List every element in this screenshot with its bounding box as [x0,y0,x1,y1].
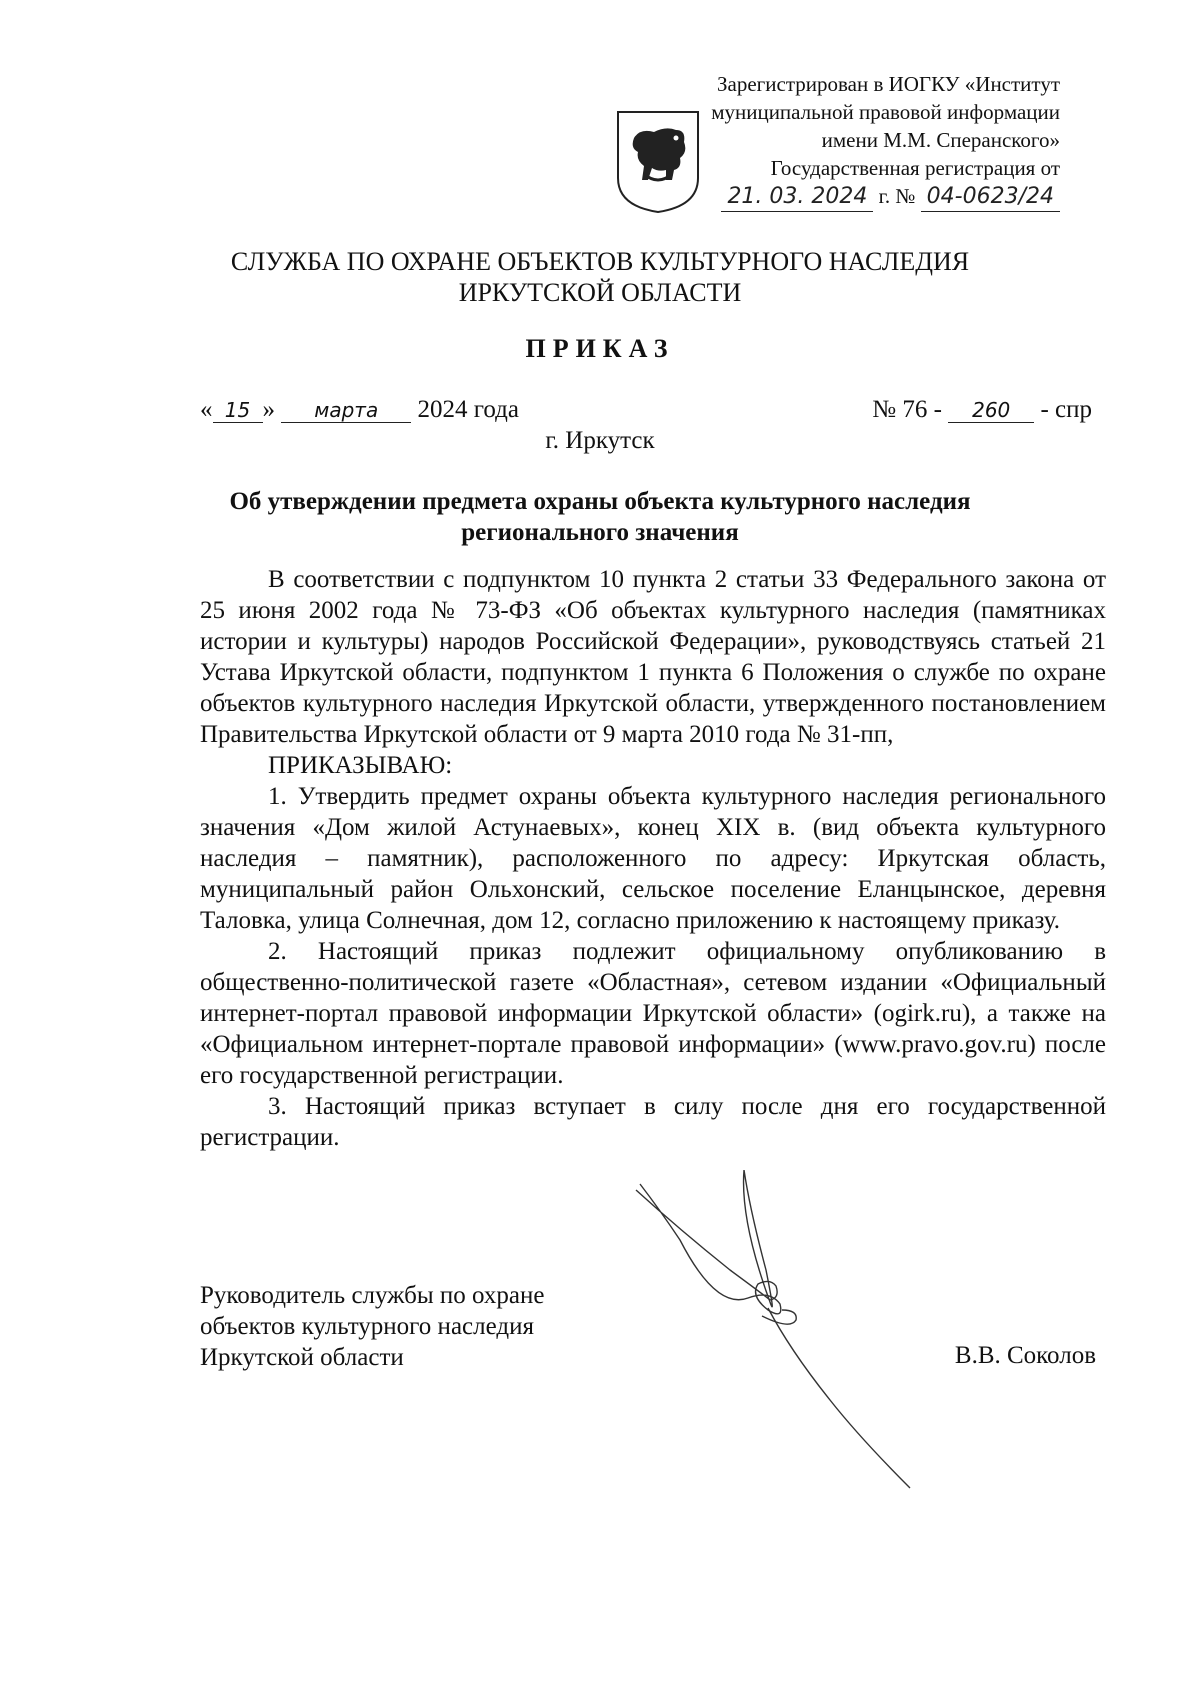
registration-line-1: Зарегистрирован в ИОГКУ «Институт [716,72,1060,96]
order-title: ПРИКАЗ [525,334,675,363]
date-close-quote: » [262,396,275,423]
date-open-quote: « [200,396,213,423]
order-subject [200,486,1000,548]
order-body [200,564,1106,1153]
date-day: 15 [213,398,263,423]
order-city: г. Иркутск [545,427,655,454]
signatory-title-line-2: объектов культурного наследия [200,1313,534,1340]
handwritten-signature [620,1170,920,1490]
irkutsk-coat-of-arms-icon [614,108,702,214]
registration-line-2: муниципальной правовой информации [711,100,1060,124]
signatory-name: В.В. Соколов [954,1342,1096,1369]
registration-date: 21. 03. 2024 [721,183,873,212]
order-date [200,396,519,424]
agency-name [0,246,1200,308]
subject-line-2: регионального значения [461,519,739,546]
order-item-3: 3. Настоящий приказ вступает в силу после дня его государственной регистрации. [200,1093,1106,1151]
order-word: ПРИКАЗЫВАЮ: [268,752,453,779]
order-number [872,396,1092,424]
order-number-prefix: № 76 - [872,396,942,423]
subject-line-1: Об утверждении предмета охраны объекта культурного наследия [229,488,971,515]
registration-line-4: Государственная регистрация от [770,156,1060,180]
order-number-value: 260 [948,398,1034,423]
signatory-title [200,1280,544,1373]
date-month: марта [281,398,411,423]
registration-number: 04-0623/24 [921,183,1060,212]
signatory-title-line-1: Руководитель службы по охране [200,1282,545,1309]
order-item-1: 1. Утвердить предмет охраны объекта культурного наследия регионального значения «Дом жилой Астунаевых», конец XIX в. (вид объекта культурного наследия – памятник), расположенного по адресу: Иркутская область, муниципальный район Ольхонский, сельское поселение Еланцынское, деревня Таловка, улица Солнечная, дом 12, согласно приложению к настоящему приказу. [200,783,1106,934]
order-number-suffix: - спр [1040,396,1092,423]
order-item-2: 2. Настоящий приказ подлежит официальному опубликованию в общественно-политической газете «Областная», сетевом издании «Официальный интернет-портал правовой информации Иркутской области» (ogirk.ru), а также на «Официальном интернет-портале правовой информации» (www.pravo.gov.ru) после его государственной регистрации. [200,938,1106,1089]
agency-name-line-1: СЛУЖБА ПО ОХРАНЕ ОБЪЕКТОВ КУЛЬТУРНОГО НАСЛЕДИЯ [230,247,970,276]
registration-number-label: г. № [878,184,916,208]
signatory-title-line-3: Иркутской области [200,1344,404,1371]
date-year: 2024 года [417,396,519,423]
agency-name-line-2: ИРКУТСКОЙ ОБЛАСТИ [458,278,742,307]
preamble-paragraph: В соответствии с подпунктом 10 пункта 2 статьи 33 Федерального закона от 25 июня 2002 года № 73-ФЗ «Об объектах культурного наследия (памятниках истории и культуры) народов Российской Федерации», руководствуясь статьей 21 Устава Иркутской области, подпунктом 1 пункта 6 Положения о службе по охране объектов культурного наследия Иркутской области, утвержденного постановлением Правительства Иркутской области от 9 марта 2010 года № 31-пп, [200,566,1106,748]
registration-line-3: имени М.М. Сперанского» [821,128,1060,152]
